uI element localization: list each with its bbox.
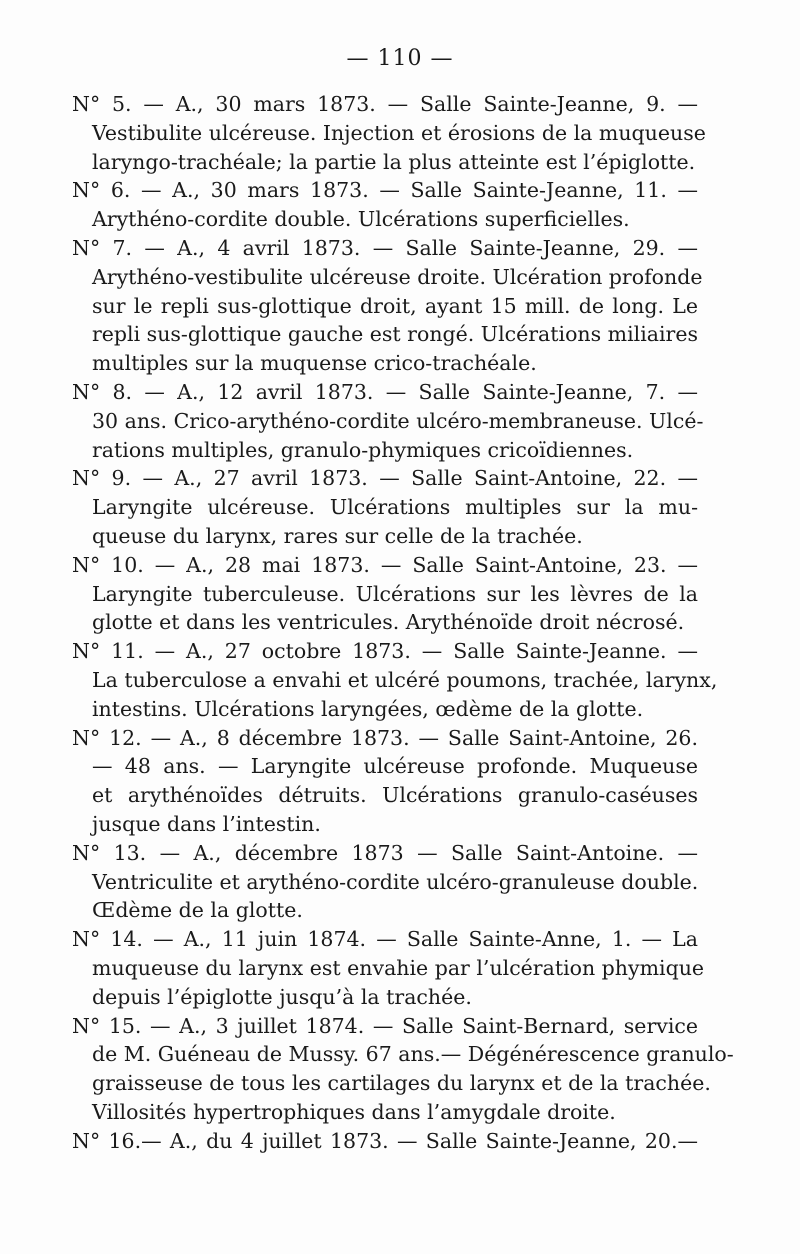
entry-line: N° 16.— A., du 4 juillet 1873. — Salle Sainte-Jeanne, 20.— (72, 1128, 698, 1153)
entry-line: muqueuse du larynx est envahie par l’ulcération phymique (92, 955, 705, 980)
case-entry-16 (72, 1127, 698, 1156)
entry-line: — 48 ans. — Laryngite ulcéreuse profonde. Muqueuse (92, 754, 698, 779)
case-entry-15 (72, 1012, 734, 1127)
case-entry-13 (72, 839, 698, 925)
entry-line: glotte et dans les ventricules. Arythénoïde droit nécrosé. (92, 610, 685, 635)
entry-line: N° 5. — A., 30 mars 1873. — Salle Sainte-Jeanne, 9. — (72, 92, 698, 116)
entry-line: N° 9. — A., 27 avril 1873. — Salle Saint-Antoine, 22. — (72, 466, 698, 491)
case-list (72, 90, 734, 1155)
case-entry-10 (72, 551, 698, 637)
entry-line: multiples sur la muquense crico-trachéale. (92, 351, 537, 376)
entry-line: N° 12. — A., 8 décembre 1873. — Salle Saint-Antoine, 26. (72, 725, 698, 750)
entry-line: Laryngite tuberculeuse. Ulcérations sur les lèvres de la (92, 581, 698, 606)
entry-line: N° 11. — A., 27 octobre 1873. — Salle Sainte-Jeanne. — (72, 639, 698, 664)
entry-line: repli sus-glottique gauche est rongé. Ulcérations miliaires (92, 322, 698, 347)
entry-line: laryngo-trachéale; la partie la plus atteinte est l’épiglotte. (92, 149, 696, 174)
entry-line: N° 7. — A., 4 avril 1873. — Salle Sainte-Jeanne, 29. — (72, 235, 698, 260)
entry-line: N° 13. — A., décembre 1873 — Salle Saint-Antoine. — (72, 840, 698, 865)
case-entry-9 (72, 464, 698, 550)
entry-line: queuse du larynx, rares sur celle de la trachée. (92, 523, 583, 548)
entry-line: N° 10. — A., 28 mai 1873. — Salle Saint-Antoine, 23. — (72, 552, 698, 577)
entry-line: graisseuse de tous les cartilages du larynx et de la trachée. (92, 1071, 711, 1096)
page-number: — 110 — (346, 46, 454, 71)
entry-line: et arythénoïdes détruits. Ulcérations granulo-caséuses (92, 783, 698, 808)
entry-line: Vestibulite ulcéreuse. Injection et érosions de la muqueuse (92, 120, 706, 145)
entry-line: N° 6. — A., 30 mars 1873. — Salle Sainte-Jeanne, 11. — (72, 178, 698, 203)
entry-line: sur le repli sus-glottique droit, ayant 15 mill. de long. Le (92, 293, 698, 318)
case-entry-11 (72, 637, 718, 723)
entry-line: Ventriculite et arythéno-cordite ulcéro-granuleuse double. (92, 869, 699, 894)
entry-line: Arythéno-vestibulite ulcéreuse droite. Ulcération profonde (92, 264, 703, 289)
entry-line: N° 8. — A., 12 avril 1873. — Salle Sainte-Jeanne, 7. — (72, 379, 698, 404)
entry-line: La tuberculose a envahi et ulcéré poumons, trachée, larynx, (92, 667, 718, 692)
case-entry-6 (72, 176, 698, 234)
case-entry-12 (72, 724, 698, 839)
case-entry-5 (72, 90, 706, 176)
entry-line: de M. Guéneau de Mussy. 67 ans.— Dégénérescence granulo- (92, 1042, 734, 1067)
entry-line: N° 14. — A., 11 juin 1874. — Salle Sainte-Anne, 1. — La (72, 927, 698, 952)
entry-line: jusque dans l’intestin. (92, 811, 321, 836)
entry-line: depuis l’épiglotte jusqu’à la trachée. (92, 984, 472, 1009)
case-entry-8 (72, 378, 704, 464)
entry-line: Villosités hypertrophiques dans l’amygdale droite. (92, 1099, 616, 1124)
entry-line: intestins. Ulcérations laryngées, œdème de la glotte. (92, 696, 644, 721)
entry-line: Laryngite ulcéreuse. Ulcérations multiples sur la mu- (92, 495, 698, 520)
entry-line: Œdème de la glotte. (92, 898, 303, 923)
entry-line: N° 15. — A., 3 juillet 1874. — Salle Saint-Bernard, service (72, 1013, 698, 1038)
entry-line: rations multiples, granulo-phymiques cricoïdiennes. (92, 437, 634, 462)
case-entry-7 (72, 234, 703, 378)
case-entry-14 (72, 925, 705, 1011)
entry-line: 30 ans. Crico-arythéno-cordite ulcéro-membraneuse. Ulcé- (92, 408, 704, 433)
entry-line: Arythéno-cordite double. Ulcérations superficielles. (92, 207, 630, 232)
